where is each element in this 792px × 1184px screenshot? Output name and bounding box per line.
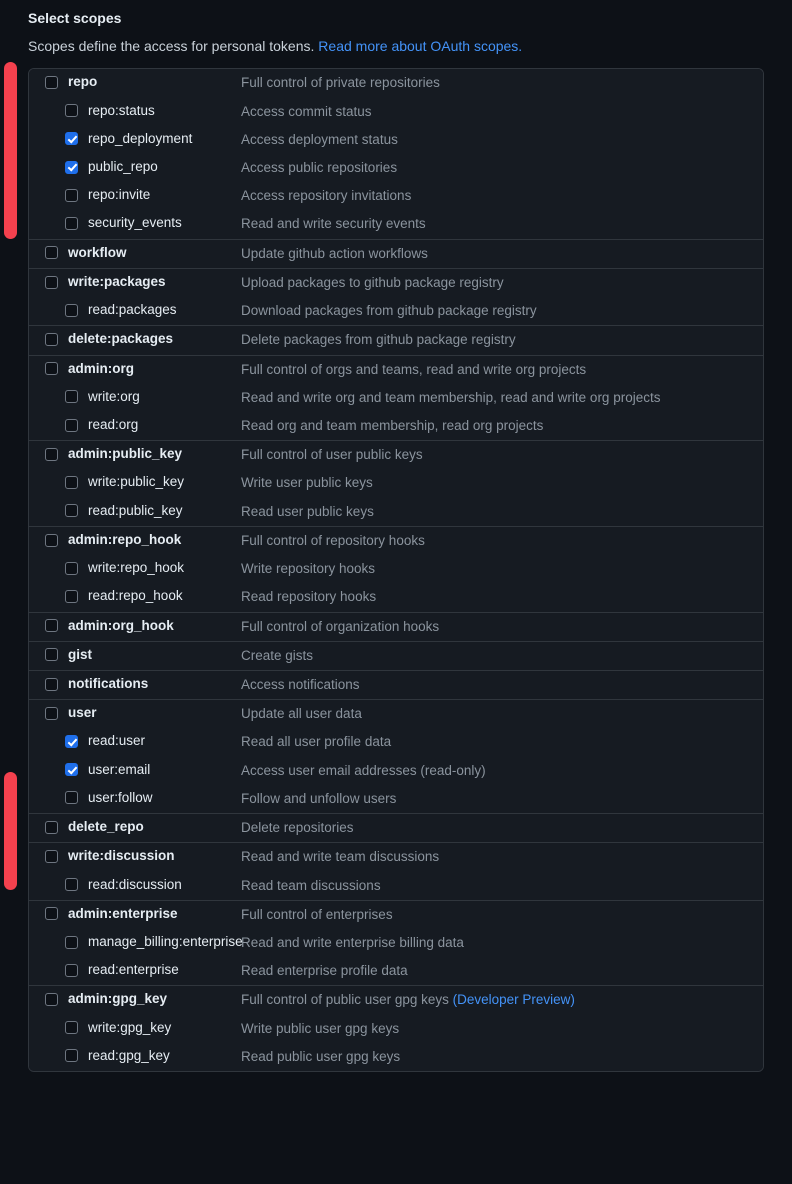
scope-description [241,412,763,440]
scope-row[interactable] [29,269,763,297]
scope-description-text: Update all user data [241,706,362,722]
scope-checkbox-cell[interactable] [29,356,241,382]
scope-description [241,182,763,210]
scope-description [241,240,763,268]
scope-description [241,98,763,126]
checkbox-write:packages[interactable] [45,276,58,289]
scope-description [241,728,763,756]
scope-description-text: Access notifications [241,676,360,692]
checkbox-read:repo_hook[interactable] [65,590,78,603]
scope-label: read:packages [88,302,177,318]
checkbox-admin:org[interactable] [45,362,58,375]
checkbox-workflow[interactable] [45,246,58,259]
scope-description-text: Delete packages from github package registry [241,332,516,348]
oauth-scopes-link[interactable]: Read more about OAuth scopes. [318,37,523,54]
scope-description-text: Read public user gpg keys [241,1048,401,1064]
checkbox-read:org[interactable] [65,419,78,432]
scope-row[interactable] [29,929,763,957]
scope-description-text: Read and write security events [241,216,426,232]
scope-row[interactable] [29,613,763,641]
scope-row[interactable] [29,728,763,756]
scope-description-text: Access commit status [241,103,372,119]
checkbox-write:discussion[interactable] [45,850,58,863]
scope-label: notifications [68,675,149,691]
scope-row[interactable] [29,872,763,900]
scope-label: write:org [88,388,140,404]
scope-description [241,1015,763,1043]
scope-row[interactable] [29,98,763,126]
checkbox-write:repo_hook[interactable] [65,562,78,575]
scope-description-text: Access deployment status [241,131,398,147]
checkbox-admin:enterprise[interactable] [45,907,58,920]
scope-description [241,126,763,154]
scope-description [241,441,763,469]
checkbox-repo:invite[interactable] [65,189,78,202]
scope-row[interactable] [29,182,763,210]
scope-description-text: Read repository hooks [241,589,377,605]
scope-row[interactable] [29,901,763,929]
scope-description [241,642,763,670]
checkbox-admin:org_hook[interactable] [45,619,58,632]
scope-description [241,384,763,412]
scope-checkbox-cell[interactable] [29,901,241,927]
scope-description [241,154,763,182]
scope-description [241,986,763,1014]
scope-description-text: Read and write team discussions [241,849,440,865]
scope-label: admin:enterprise [68,905,178,921]
scope-row[interactable] [29,555,763,583]
scope-label: admin:repo_hook [68,531,182,547]
scope-group [29,986,763,1071]
scope-row[interactable] [29,700,763,728]
scope-description-text: Write public user gpg keys [241,1020,400,1036]
scope-row[interactable] [29,126,763,154]
scope-group [29,814,763,843]
scope-label: delete:packages [68,331,174,347]
scope-group [29,441,763,527]
scope-description-text: Access user email addresses (read-only) [241,762,486,778]
scope-description-text: Write repository hooks [241,561,376,577]
scope-row[interactable] [29,1043,763,1071]
scope-description-text: Follow and unfollow users [241,790,397,806]
scope-checkbox-cell[interactable] [29,986,241,1012]
scope-group [29,613,763,642]
scope-row[interactable] [29,757,763,785]
scope-label: write:public_key [88,474,185,490]
scope-label: repo_deployment [88,130,193,146]
checkbox-admin:repo_hook[interactable] [45,534,58,547]
checkbox-repo_deployment[interactable] [65,132,78,145]
scope-row[interactable] [29,69,763,97]
scope-description-text: Write user public keys [241,475,373,491]
scope-description [241,757,763,785]
scope-checkbox-cell[interactable] [29,469,241,495]
scope-checkbox-cell[interactable] [29,269,241,295]
scope-description-text: Full control of private repositories [241,75,440,91]
scopes-description [28,37,764,57]
checkbox-write:org[interactable] [65,390,78,403]
scope-checkbox-cell[interactable] [29,326,241,352]
scope-checkbox-cell[interactable] [29,929,241,955]
scope-row[interactable] [29,1015,763,1043]
scope-description-text: Read all user profile data [241,734,392,750]
scope-description-text: Full control of orgs and teams, read and write org projects [241,361,587,377]
scope-description [241,929,763,957]
checkbox-public_repo[interactable] [65,161,78,174]
scope-row[interactable] [29,210,763,238]
scope-description [241,527,763,555]
scope-checkbox-cell[interactable] [29,785,241,811]
scope-checkbox-cell[interactable] [29,154,241,180]
scope-row[interactable] [29,412,763,440]
scope-label: read:gpg_key [88,1047,170,1063]
checkbox-repo:status[interactable] [65,104,78,117]
checkbox-notifications[interactable] [45,678,58,691]
scope-row[interactable] [29,583,763,611]
scope-description-text: Read team discussions [241,877,381,893]
page-title: Select scopes [28,10,122,26]
scope-label: read:user [88,733,146,749]
scope-row[interactable] [29,843,763,871]
scope-description-text: Delete repositories [241,820,354,836]
scope-description [241,326,763,354]
scope-checkbox-cell[interactable] [29,957,241,983]
scope-checkbox-cell[interactable] [29,671,241,697]
scope-label: admin:gpg_key [68,991,168,1007]
scope-checkbox-cell[interactable] [29,757,241,783]
scope-description-text: Read and write enterprise billing data [241,934,464,950]
scope-checkbox-cell[interactable] [29,728,241,754]
annotation-marker-repo [4,62,17,239]
scope-description [241,583,763,611]
developer-preview-badge: (Developer Preview) [452,992,575,1008]
scope-group [29,671,763,700]
scope-label: read:public_key [88,502,183,518]
scope-row[interactable] [29,441,763,469]
checkbox-user:email[interactable] [65,763,78,776]
scope-description-text: Read org and team membership, read org projects [241,418,544,434]
annotation-marker-user [4,772,17,890]
scope-description-text: Read and write org and team membership, read and write org projects [241,389,661,405]
scope-checkbox-cell[interactable] [29,872,241,898]
checkbox-admin:public_key[interactable] [45,448,58,461]
scope-description-text: Upload packages to github package registry [241,274,504,290]
scope-description [241,843,763,871]
scope-description-text: Download packages from github package registry [241,303,537,319]
scope-checkbox-cell[interactable] [29,412,241,438]
scope-label: admin:org_hook [68,617,174,633]
scope-checkbox-cell[interactable] [29,384,241,410]
scopes-header [0,0,792,56]
scope-description [241,700,763,728]
scope-label: gist [68,646,93,662]
scope-description-text: Read enterprise profile data [241,963,408,979]
checkbox-repo[interactable] [45,76,58,89]
scope-description-text: Access repository invitations [241,188,412,204]
scope-checkbox-cell[interactable] [29,441,241,467]
checkbox-read:user[interactable] [65,735,78,748]
checkbox-write:public_key[interactable] [65,476,78,489]
scope-checkbox-cell[interactable] [29,297,241,323]
scope-label: repo:status [88,102,155,118]
scope-row[interactable] [29,154,763,182]
checkbox-delete:packages[interactable] [45,333,58,346]
scope-row[interactable] [29,814,763,842]
scope-label: user:follow [88,789,153,805]
scope-description-text: Full control of organization hooks [241,618,440,634]
scope-label: write:gpg_key [88,1019,172,1035]
scope-description [241,356,763,384]
scope-row[interactable] [29,326,763,354]
scope-description [241,469,763,497]
checkbox-read:packages[interactable] [65,304,78,317]
scope-group [29,843,763,900]
scope-row[interactable] [29,356,763,384]
scope-row[interactable] [29,297,763,325]
scope-description [241,498,763,526]
scope-label: manage_billing:enterprise [88,933,243,949]
scope-description [241,613,763,641]
scope-label: delete_repo [68,819,144,835]
scope-checkbox-cell[interactable] [29,1015,241,1041]
checkbox-read:public_key[interactable] [65,504,78,517]
scope-checkbox-cell[interactable] [29,240,241,266]
scope-checkbox-cell[interactable] [29,700,241,726]
scope-description [241,671,763,699]
scopes-description-text: Scopes define the access for personal tokens. [28,37,315,54]
scope-description [241,297,763,325]
scope-description [241,872,763,900]
scope-label: read:enterprise [88,962,179,978]
scope-group [29,901,763,987]
checkbox-user:follow[interactable] [65,791,78,804]
checkbox-admin:gpg_key[interactable] [45,993,58,1006]
scope-description [241,785,763,813]
scope-group [29,356,763,442]
checkbox-read:enterprise[interactable] [65,964,78,977]
scope-group [29,240,763,269]
scope-group [29,527,763,613]
scope-group [29,700,763,814]
scope-label: admin:org [68,360,134,376]
scope-description [241,1043,763,1071]
scope-description-text: Full control of user public keys [241,447,423,463]
scope-row[interactable] [29,240,763,268]
scope-label: workflow [68,244,127,260]
scope-checkbox-cell[interactable] [29,498,241,524]
scope-row[interactable] [29,957,763,985]
scope-checkbox-cell[interactable] [29,182,241,208]
scope-checkbox-cell[interactable] [29,1043,241,1069]
scope-checkbox-cell[interactable] [29,555,241,581]
scope-label: user:email [88,761,151,777]
checkbox-user[interactable] [45,707,58,720]
scope-checkbox-cell[interactable] [29,527,241,553]
scope-row[interactable] [29,671,763,699]
scope-checkbox-cell[interactable] [29,126,241,152]
scope-description [241,269,763,297]
scope-checkbox-cell[interactable] [29,814,241,840]
scope-label: write:repo_hook [88,560,185,576]
scope-description [241,210,763,238]
scope-checkbox-cell[interactable] [29,98,241,124]
scope-group [29,69,763,239]
scope-label: write:discussion [68,848,175,864]
scope-row[interactable] [29,785,763,813]
checkbox-manage_billing:enterprise[interactable] [65,936,78,949]
scope-row[interactable] [29,642,763,670]
scope-description-text: Create gists [241,647,314,663]
scope-description-text: Read user public keys [241,503,374,519]
scope-group [29,269,763,326]
scope-label: user [68,705,97,721]
scope-row[interactable] [29,469,763,497]
scope-checkbox-cell[interactable] [29,613,241,639]
scope-description-text: Update github action workflows [241,245,428,261]
scope-checkbox-cell[interactable] [29,69,241,95]
scope-group [29,642,763,671]
scope-label: read:discussion [88,876,182,892]
scope-description [241,901,763,929]
scope-label: read:repo_hook [88,588,183,604]
scope-checkbox-cell[interactable] [29,642,241,668]
checkbox-write:gpg_key[interactable] [65,1021,78,1034]
checkbox-gist[interactable] [45,648,58,661]
scope-label: security_events [88,215,182,231]
scope-row[interactable] [29,498,763,526]
checkbox-read:discussion[interactable] [65,878,78,891]
scope-description-text: Full control of repository hooks [241,532,425,548]
scope-checkbox-cell[interactable] [29,843,241,869]
checkbox-read:gpg_key[interactable] [65,1049,78,1062]
checkbox-delete_repo[interactable] [45,821,58,834]
scope-label: public_repo [88,159,158,175]
scope-description-text: Full control of public user gpg keys [241,992,453,1008]
scope-description-text: Full control of enterprises [241,906,393,922]
scope-row[interactable] [29,527,763,555]
scope-checkbox-cell[interactable] [29,210,241,236]
scope-description [241,957,763,985]
scopes-list [28,68,764,1072]
scope-label: write:packages [68,273,166,289]
scope-description [241,814,763,842]
scope-label: admin:public_key [68,446,183,462]
scope-row[interactable] [29,986,763,1014]
scope-checkbox-cell[interactable] [29,583,241,609]
scope-row[interactable] [29,384,763,412]
scope-description-text: Access public repositories [241,160,398,176]
checkbox-security_events[interactable] [65,217,78,230]
scope-description [241,69,763,97]
scope-label: read:org [88,417,139,433]
scope-description [241,555,763,583]
scope-group [29,326,763,355]
scope-label: repo:invite [88,187,151,203]
scope-label: repo [68,74,98,90]
